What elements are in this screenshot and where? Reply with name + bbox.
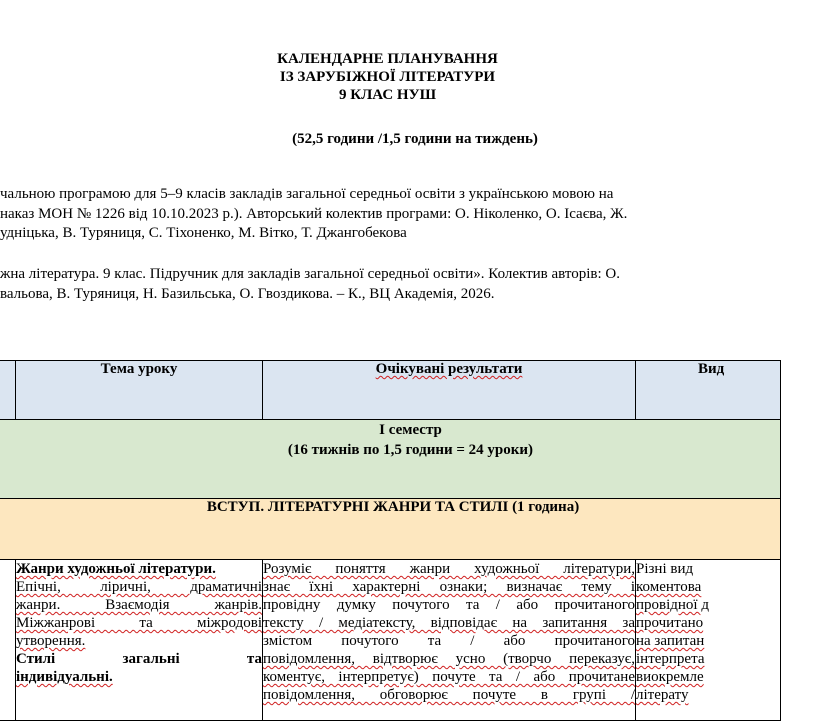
topic-cell bbox=[16, 560, 263, 721]
textbook-line-2: вальова, В. Туряниця, Н. Базильська, О. Гвоздикова. – К., ВЦ Академія, 2026. bbox=[0, 285, 495, 302]
row-number-cell bbox=[0, 560, 16, 721]
document-title bbox=[0, 50, 775, 104]
next-line-1: Різні вид bbox=[636, 561, 694, 577]
results-line-2: знає їхні характерні ознаки; визначає тему і bbox=[263, 579, 635, 595]
topic-line-7: індивідуальні. bbox=[16, 669, 113, 685]
textbook-line-1: жна література. 9 клас. Підручник для закладів загальної середньої освіти». Колектив авторів: О. bbox=[0, 266, 620, 282]
topic-line-1: Жанри художньої літератури. bbox=[16, 561, 216, 577]
header-lesson-topic: Тема уроку bbox=[16, 361, 263, 420]
next-line-3: провідної д bbox=[636, 597, 709, 613]
title-line-3: 9 КЛАС НУШ bbox=[338, 87, 437, 103]
next-line-8: літерату bbox=[636, 687, 689, 703]
results-line-7: коментує, інтерпретує) почуте та / або прочитане bbox=[263, 669, 635, 685]
header-truncated-next: Вид bbox=[636, 361, 781, 420]
textbook-paragraph bbox=[0, 265, 760, 304]
topic-line-3: жанри. Взаємодія жанрів. bbox=[16, 597, 262, 613]
semester-subtitle: (16 тижнів по 1,5 години = 24 уроки) bbox=[287, 442, 534, 458]
semester-row bbox=[0, 420, 781, 499]
table-row bbox=[0, 560, 781, 721]
semester-cell bbox=[0, 420, 781, 499]
section-title: ВСТУП. ЛІТЕРАТУРНІ ЖАНРИ ТА СТИЛІ (1 година) bbox=[206, 499, 580, 515]
program-line-1: чальною програмою для 5–9 класів закладів загальної середньої освіти з українською мовою на bbox=[0, 186, 614, 202]
planning-table bbox=[0, 360, 781, 721]
table-header-row bbox=[0, 361, 781, 420]
next-line-6: інтерпрета bbox=[636, 651, 705, 667]
results-cell bbox=[263, 560, 636, 721]
next-line-5: на запитан bbox=[636, 633, 705, 649]
program-line-2: наказ МОН № 1226 від 10.10.2023 р.). Авторський колектив програми: О. Ніколенко, О. Ісаєва, Ж. bbox=[0, 205, 628, 222]
results-line-4: тексту / медіатексту, відповідає на запитання за bbox=[263, 615, 635, 631]
results-line-8: повідомлення, обговорює почуте в групі / bbox=[263, 687, 635, 703]
section-row bbox=[0, 499, 781, 560]
section-cell bbox=[0, 499, 781, 560]
next-column-cell bbox=[636, 560, 781, 721]
title-line-1: КАЛЕНДАРНЕ ПЛАНУВАННЯ bbox=[277, 51, 498, 67]
header-cell-number bbox=[0, 361, 16, 420]
results-line-6: повідомлення, відтворює усно (творчо переказує, bbox=[263, 651, 635, 667]
topic-line-4: Міжжанрові та міжродові bbox=[16, 615, 262, 631]
topic-line-2: Епічні, ліричні, драматичні bbox=[16, 579, 262, 595]
next-line-7: виокремле bbox=[636, 669, 704, 685]
header-expected-results: Очікувані результати bbox=[263, 361, 636, 420]
topic-line-6: Стилі загальні та bbox=[16, 651, 262, 667]
next-line-4: прочитано bbox=[636, 615, 704, 631]
results-line-3: провідну думку почутого та / або прочитаного bbox=[263, 597, 635, 613]
results-line-1: Розуміє поняття жанри художньої літератури, bbox=[263, 561, 635, 577]
program-line-3: удніцька, В. Туряниця, С. Тіхоненко, М. Вітко, Т. Джангобекова bbox=[0, 225, 407, 241]
hours-line: (52,5 години /1,5 години на тиждень) bbox=[292, 131, 538, 147]
results-line-5: змістом почутого та / або прочитаного bbox=[263, 633, 635, 649]
title-line-2: ІЗ ЗАРУБІЖНОЇ ЛІТЕРАТУРИ bbox=[279, 69, 496, 85]
semester-title: І семестр bbox=[379, 422, 442, 438]
program-paragraph bbox=[0, 185, 760, 244]
next-line-2: коментова bbox=[636, 579, 702, 595]
topic-line-5: утворення. bbox=[16, 633, 86, 649]
